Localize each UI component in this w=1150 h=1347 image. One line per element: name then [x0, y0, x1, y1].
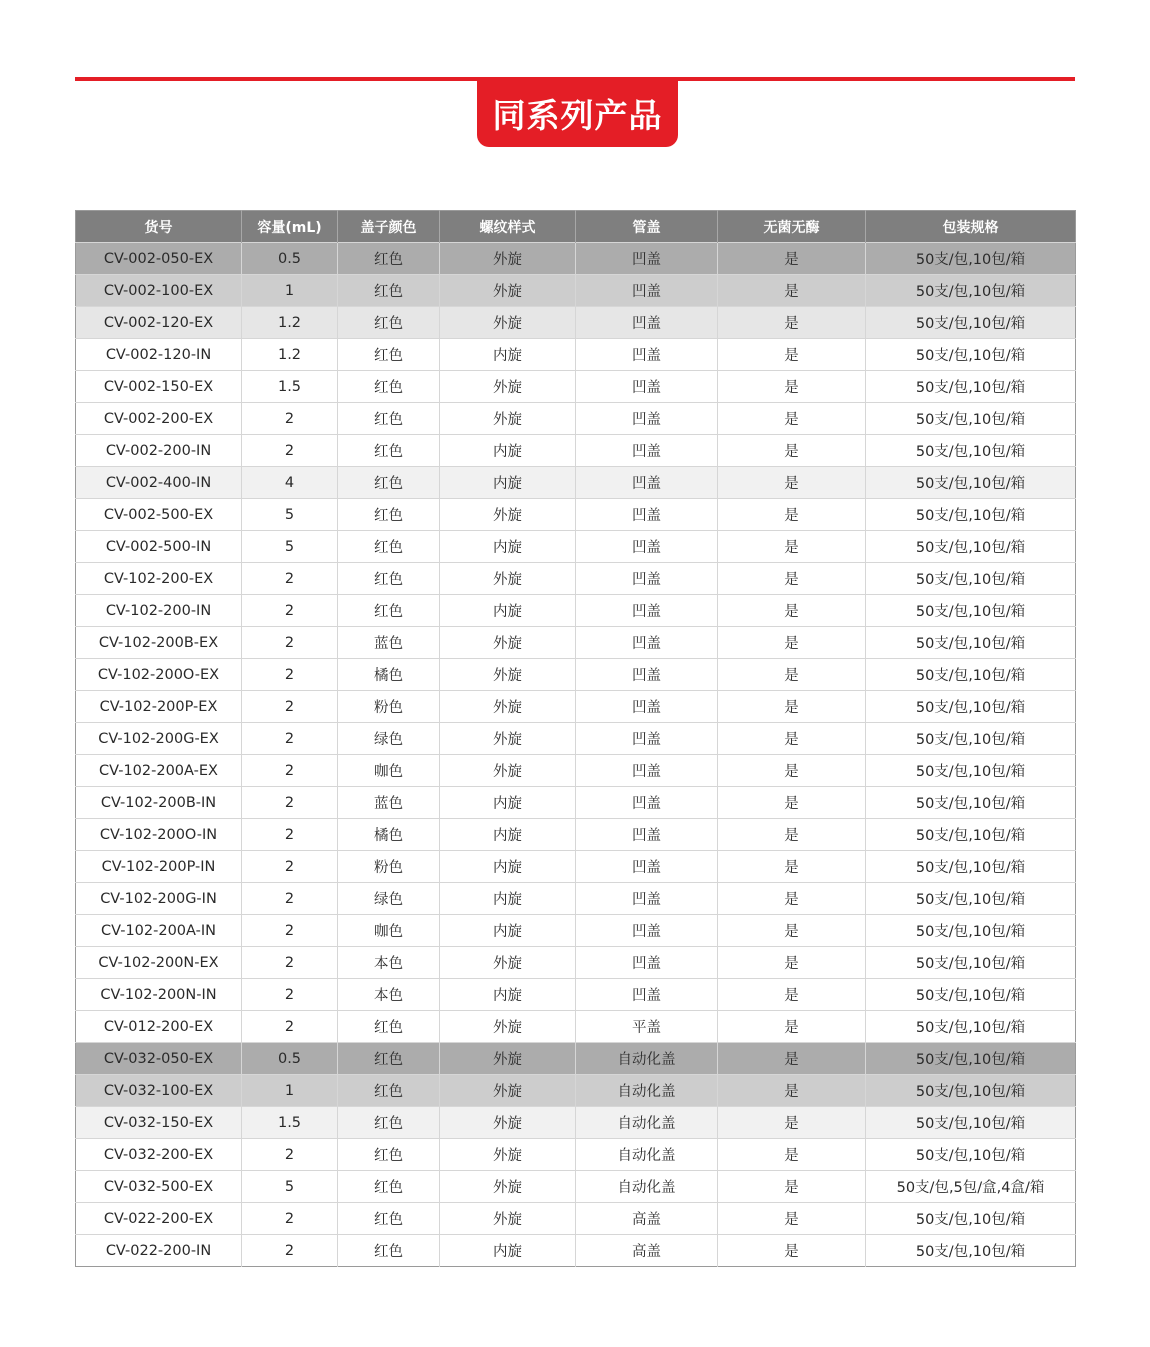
table-cell: 红色 — [338, 531, 440, 563]
table-cell: 高盖 — [576, 1203, 718, 1235]
table-row — [76, 1203, 1076, 1235]
table-row — [76, 883, 1076, 915]
table-cell: 2 — [242, 947, 338, 979]
table-cell: 是 — [718, 787, 866, 819]
table-cell: 凹盖 — [576, 691, 718, 723]
table-cell: 内旋 — [440, 915, 576, 947]
table-row — [76, 339, 1076, 371]
table-cell: 粉色 — [338, 851, 440, 883]
table-cell: 外旋 — [440, 627, 576, 659]
table-cell: 5 — [242, 499, 338, 531]
table-cell: 外旋 — [440, 1075, 576, 1107]
table-cell: CV-032-050-EX — [76, 1043, 242, 1075]
table-cell: 50支/包,10包/箱 — [866, 1203, 1076, 1235]
table-cell: 凹盖 — [576, 627, 718, 659]
table-cell: 2 — [242, 979, 338, 1011]
table-cell: 是 — [718, 307, 866, 339]
table-cell: CV-002-200-EX — [76, 403, 242, 435]
table-cell: 凹盖 — [576, 371, 718, 403]
table-row — [76, 307, 1076, 339]
table-cell: 外旋 — [440, 659, 576, 691]
header-cell: 容量(mL) — [242, 211, 338, 243]
table-cell: 是 — [718, 755, 866, 787]
table-cell: 50支/包,10包/箱 — [866, 883, 1076, 915]
table-cell: 内旋 — [440, 819, 576, 851]
table-cell: 50支/包,10包/箱 — [866, 339, 1076, 371]
table-cell: 凹盖 — [576, 979, 718, 1011]
table-cell: 是 — [718, 499, 866, 531]
table-cell: 红色 — [338, 467, 440, 499]
table-cell: CV-032-200-EX — [76, 1139, 242, 1171]
table-cell: 外旋 — [440, 691, 576, 723]
table-cell: 2 — [242, 883, 338, 915]
table-cell: 是 — [718, 979, 866, 1011]
table-cell: 50支/包,10包/箱 — [866, 947, 1076, 979]
table-cell: 2 — [242, 723, 338, 755]
table-cell: 蓝色 — [338, 787, 440, 819]
table-cell: 内旋 — [440, 787, 576, 819]
table-cell: 凹盖 — [576, 531, 718, 563]
table-cell: 红色 — [338, 275, 440, 307]
table-cell: 是 — [718, 851, 866, 883]
table-cell: 是 — [718, 659, 866, 691]
table-cell: CV-012-200-EX — [76, 1011, 242, 1043]
section-title: 同系列产品 — [492, 96, 663, 135]
table-cell: 50支/包,10包/箱 — [866, 1139, 1076, 1171]
table-row — [76, 1139, 1076, 1171]
table-cell: 内旋 — [440, 883, 576, 915]
table-row — [76, 627, 1076, 659]
table-cell: 2 — [242, 595, 338, 627]
table-cell: 高盖 — [576, 1235, 718, 1267]
table-row — [76, 371, 1076, 403]
table-cell: 是 — [718, 595, 866, 627]
table-cell: CV-102-200G-EX — [76, 723, 242, 755]
table-body — [76, 243, 1076, 1267]
table-cell: 红色 — [338, 1075, 440, 1107]
table-cell: CV-002-100-EX — [76, 275, 242, 307]
table-row — [76, 755, 1076, 787]
table-row — [76, 1235, 1076, 1267]
table-row — [76, 275, 1076, 307]
table-cell: 是 — [718, 723, 866, 755]
table-cell: 是 — [718, 1139, 866, 1171]
table-cell: 2 — [242, 563, 338, 595]
table-cell: 是 — [718, 1011, 866, 1043]
table-cell: 2 — [242, 691, 338, 723]
table-cell: 外旋 — [440, 755, 576, 787]
table-cell: 是 — [718, 915, 866, 947]
table-cell: 是 — [718, 1235, 866, 1267]
table-cell: 50支/包,10包/箱 — [866, 1011, 1076, 1043]
table-cell: 50支/包,10包/箱 — [866, 243, 1076, 275]
table-cell: 外旋 — [440, 1139, 576, 1171]
table-cell: 蓝色 — [338, 627, 440, 659]
table-cell: 50支/包,10包/箱 — [866, 307, 1076, 339]
table-cell: 1 — [242, 275, 338, 307]
table-cell: 红色 — [338, 307, 440, 339]
table-cell: 红色 — [338, 1107, 440, 1139]
header-cell: 管盖 — [576, 211, 718, 243]
table-cell: 红色 — [338, 499, 440, 531]
table-cell: 2 — [242, 435, 338, 467]
table-cell: 内旋 — [440, 979, 576, 1011]
table-cell: 凹盖 — [576, 467, 718, 499]
table-cell: 是 — [718, 531, 866, 563]
table-cell: 0.5 — [242, 243, 338, 275]
table-cell: CV-102-200N-EX — [76, 947, 242, 979]
table-cell: 外旋 — [440, 275, 576, 307]
header-cell: 货号 — [76, 211, 242, 243]
table-cell: 是 — [718, 691, 866, 723]
table-cell: 内旋 — [440, 531, 576, 563]
table-cell: 红色 — [338, 1011, 440, 1043]
table-cell: CV-102-200-EX — [76, 563, 242, 595]
table-cell: 2 — [242, 851, 338, 883]
table-cell: 是 — [718, 947, 866, 979]
table-cell: CV-002-150-EX — [76, 371, 242, 403]
table-cell: 1.2 — [242, 339, 338, 371]
table-cell: 2 — [242, 787, 338, 819]
table-cell: 是 — [718, 1203, 866, 1235]
table-cell: 平盖 — [576, 1011, 718, 1043]
table-row — [76, 403, 1076, 435]
table-cell: 凹盖 — [576, 851, 718, 883]
table-cell: 是 — [718, 1107, 866, 1139]
table-cell: 红色 — [338, 1235, 440, 1267]
table-cell: 凹盖 — [576, 307, 718, 339]
table-row — [76, 1171, 1076, 1203]
table-cell: 2 — [242, 819, 338, 851]
table-cell: 粉色 — [338, 691, 440, 723]
table-cell: 内旋 — [440, 467, 576, 499]
table-cell: 红色 — [338, 371, 440, 403]
table-cell: 凹盖 — [576, 595, 718, 627]
table-cell: 50支/包,10包/箱 — [866, 979, 1076, 1011]
table-cell: CV-102-200P-IN — [76, 851, 242, 883]
table-cell: 凹盖 — [576, 499, 718, 531]
table-cell: 外旋 — [440, 1107, 576, 1139]
table-row — [76, 723, 1076, 755]
table-cell: 是 — [718, 1075, 866, 1107]
table-cell: 是 — [718, 1171, 866, 1203]
table-row — [76, 1011, 1076, 1043]
table-cell: 50支/包,10包/箱 — [866, 595, 1076, 627]
table-header-row — [76, 211, 1076, 243]
table-cell: 50支/包,10包/箱 — [866, 659, 1076, 691]
table-cell: 自动化盖 — [576, 1107, 718, 1139]
table-cell: 凹盖 — [576, 339, 718, 371]
table-cell: 本色 — [338, 947, 440, 979]
table-cell: CV-032-150-EX — [76, 1107, 242, 1139]
table-row — [76, 1075, 1076, 1107]
table-cell: 1.5 — [242, 1107, 338, 1139]
table-cell: 外旋 — [440, 307, 576, 339]
table-cell: 凹盖 — [576, 563, 718, 595]
product-table-container — [75, 210, 1075, 1267]
table-cell: 红色 — [338, 1139, 440, 1171]
table-cell: 自动化盖 — [576, 1171, 718, 1203]
product-table — [75, 210, 1076, 1267]
table-cell: 内旋 — [440, 1235, 576, 1267]
table-cell: 0.5 — [242, 1043, 338, 1075]
table-cell: 2 — [242, 755, 338, 787]
table-cell: 50支/包,10包/箱 — [866, 915, 1076, 947]
table-row — [76, 499, 1076, 531]
table-cell: 自动化盖 — [576, 1075, 718, 1107]
table-cell: 凹盖 — [576, 755, 718, 787]
table-cell: 是 — [718, 371, 866, 403]
header-cell: 螺纹样式 — [440, 211, 576, 243]
table-cell: CV-002-400-IN — [76, 467, 242, 499]
table-cell: 红色 — [338, 339, 440, 371]
table-cell: 外旋 — [440, 403, 576, 435]
table-cell: CV-032-100-EX — [76, 1075, 242, 1107]
table-cell: CV-102-200A-IN — [76, 915, 242, 947]
table-cell: 凹盖 — [576, 915, 718, 947]
table-cell: 50支/包,10包/箱 — [866, 1107, 1076, 1139]
table-cell: 凹盖 — [576, 275, 718, 307]
table-cell: CV-102-200O-IN — [76, 819, 242, 851]
table-cell: 是 — [718, 627, 866, 659]
table-cell: 是 — [718, 435, 866, 467]
table-cell: 是 — [718, 1043, 866, 1075]
table-cell: 外旋 — [440, 1171, 576, 1203]
table-cell: 凹盖 — [576, 819, 718, 851]
table-row — [76, 851, 1076, 883]
table-row — [76, 819, 1076, 851]
table-cell: 2 — [242, 1139, 338, 1171]
table-cell: CV-102-200A-EX — [76, 755, 242, 787]
table-cell: 2 — [242, 403, 338, 435]
table-cell: CV-002-120-EX — [76, 307, 242, 339]
table-cell: 50支/包,10包/箱 — [866, 531, 1076, 563]
table-cell: CV-022-200-IN — [76, 1235, 242, 1267]
table-cell: 外旋 — [440, 1043, 576, 1075]
table-cell: 50支/包,10包/箱 — [866, 851, 1076, 883]
table-cell: 绿色 — [338, 883, 440, 915]
table-cell: 1.5 — [242, 371, 338, 403]
table-cell: CV-002-500-EX — [76, 499, 242, 531]
table-cell: 外旋 — [440, 499, 576, 531]
table-cell: 凹盖 — [576, 243, 718, 275]
table-cell: CV-002-500-IN — [76, 531, 242, 563]
table-cell: 50支/包,10包/箱 — [866, 467, 1076, 499]
table-row — [76, 1107, 1076, 1139]
table-cell: 4 — [242, 467, 338, 499]
table-cell: 橘色 — [338, 659, 440, 691]
table-row — [76, 531, 1076, 563]
table-cell: 是 — [718, 403, 866, 435]
table-cell: 红色 — [338, 403, 440, 435]
table-cell: 是 — [718, 275, 866, 307]
table-row — [76, 1043, 1076, 1075]
table-cell: 是 — [718, 563, 866, 595]
table-cell: 红色 — [338, 435, 440, 467]
table-row — [76, 595, 1076, 627]
table-cell: 50支/包,10包/箱 — [866, 627, 1076, 659]
table-cell: 绿色 — [338, 723, 440, 755]
table-cell: 2 — [242, 659, 338, 691]
table-cell: 5 — [242, 531, 338, 563]
table-cell: 外旋 — [440, 371, 576, 403]
table-cell: CV-102-200P-EX — [76, 691, 242, 723]
table-cell: 内旋 — [440, 595, 576, 627]
table-cell: 50支/包,10包/箱 — [866, 499, 1076, 531]
table-cell: 凹盖 — [576, 659, 718, 691]
table-cell: 是 — [718, 819, 866, 851]
table-cell: 红色 — [338, 1171, 440, 1203]
table-cell: 1 — [242, 1075, 338, 1107]
table-cell: 本色 — [338, 979, 440, 1011]
table-cell: 红色 — [338, 243, 440, 275]
table-row — [76, 659, 1076, 691]
table-cell: 50支/包,10包/箱 — [866, 819, 1076, 851]
table-cell: 50支/包,10包/箱 — [866, 755, 1076, 787]
table-cell: 2 — [242, 1203, 338, 1235]
table-cell: CV-002-050-EX — [76, 243, 242, 275]
table-cell: 自动化盖 — [576, 1043, 718, 1075]
table-cell: 红色 — [338, 563, 440, 595]
table-cell: 自动化盖 — [576, 1139, 718, 1171]
table-cell: 红色 — [338, 1043, 440, 1075]
table-row — [76, 243, 1076, 275]
table-row — [76, 947, 1076, 979]
table-cell: 咖色 — [338, 755, 440, 787]
table-cell: 50支/包,10包/箱 — [866, 563, 1076, 595]
table-cell: CV-102-200N-IN — [76, 979, 242, 1011]
table-cell: CV-022-200-EX — [76, 1203, 242, 1235]
table-cell: 凹盖 — [576, 435, 718, 467]
header-cell: 包装规格 — [866, 211, 1076, 243]
table-cell: CV-002-120-IN — [76, 339, 242, 371]
table-cell: 凹盖 — [576, 883, 718, 915]
table-cell: 内旋 — [440, 435, 576, 467]
table-row — [76, 467, 1076, 499]
table-cell: 50支/包,10包/箱 — [866, 1043, 1076, 1075]
table-row — [76, 435, 1076, 467]
table-cell: 1.2 — [242, 307, 338, 339]
table-cell: 外旋 — [440, 243, 576, 275]
table-cell: CV-102-200-IN — [76, 595, 242, 627]
table-cell: CV-102-200G-IN — [76, 883, 242, 915]
table-cell: 50支/包,10包/箱 — [866, 435, 1076, 467]
table-cell: 是 — [718, 243, 866, 275]
table-cell: 凹盖 — [576, 947, 718, 979]
table-cell: CV-102-200B-EX — [76, 627, 242, 659]
table-cell: 2 — [242, 1235, 338, 1267]
header-cell: 盖子颜色 — [338, 211, 440, 243]
table-cell: 2 — [242, 1011, 338, 1043]
table-row — [76, 787, 1076, 819]
table-cell: 咖色 — [338, 915, 440, 947]
table-cell: 外旋 — [440, 723, 576, 755]
table-cell: 2 — [242, 915, 338, 947]
table-cell: 外旋 — [440, 1203, 576, 1235]
table-cell: 凹盖 — [576, 723, 718, 755]
table-cell: 50支/包,10包/箱 — [866, 275, 1076, 307]
table-row — [76, 563, 1076, 595]
table-cell: 50支/包,10包/箱 — [866, 371, 1076, 403]
table-cell: 50支/包,10包/箱 — [866, 403, 1076, 435]
table-cell: 外旋 — [440, 1011, 576, 1043]
table-cell: 是 — [718, 339, 866, 371]
table-cell: 凹盖 — [576, 787, 718, 819]
table-cell: 50支/包,10包/箱 — [866, 723, 1076, 755]
header-cell: 无菌无酶 — [718, 211, 866, 243]
table-cell: 50支/包,10包/箱 — [866, 1235, 1076, 1267]
table-cell: CV-102-200O-EX — [76, 659, 242, 691]
table-cell: CV-032-500-EX — [76, 1171, 242, 1203]
table-cell: 是 — [718, 467, 866, 499]
table-cell: 橘色 — [338, 819, 440, 851]
section-title-tab — [477, 80, 678, 147]
table-cell: CV-002-200-IN — [76, 435, 242, 467]
table-cell: 凹盖 — [576, 403, 718, 435]
table-cell: 是 — [718, 883, 866, 915]
table-cell: 内旋 — [440, 851, 576, 883]
table-cell: 内旋 — [440, 339, 576, 371]
table-cell: 5 — [242, 1171, 338, 1203]
table-cell: CV-102-200B-IN — [76, 787, 242, 819]
table-cell: 50支/包,10包/箱 — [866, 691, 1076, 723]
table-cell: 外旋 — [440, 947, 576, 979]
table-cell: 50支/包,5包/盒,4盒/箱 — [866, 1171, 1076, 1203]
table-cell: 50支/包,10包/箱 — [866, 787, 1076, 819]
table-cell: 红色 — [338, 1203, 440, 1235]
table-cell: 50支/包,10包/箱 — [866, 1075, 1076, 1107]
table-cell: 外旋 — [440, 563, 576, 595]
table-row — [76, 979, 1076, 1011]
table-cell: 红色 — [338, 595, 440, 627]
table-row — [76, 691, 1076, 723]
table-cell: 2 — [242, 627, 338, 659]
table-row — [76, 915, 1076, 947]
